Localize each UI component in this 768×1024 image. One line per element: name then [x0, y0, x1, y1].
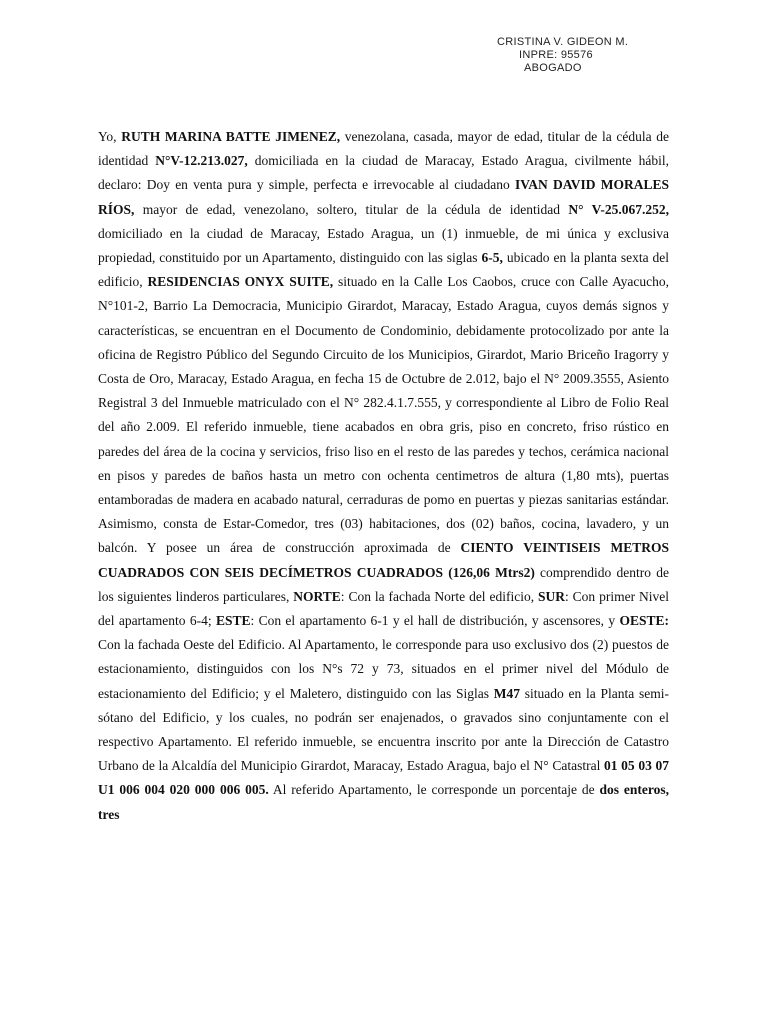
boundary-east-label: ESTE	[215, 613, 251, 629]
lawyer-name: CRISTINA V. GIDEON M.	[497, 36, 629, 48]
construction-area: CIENTO VEINTISEIS METROS CUADRADOS CON SEIS DECÍMETROS CUADRADOS (126,06 Mtrs2)	[98, 540, 669, 580]
text-segment: situado en la Calle Los Caobos, cruce con Calle Ayacucho, N°101-2, Barrio La Democracia, Municipio Girardot, Maracay, Estado Aragua, cuyos demás signos y características, se encuentran en el Documento de Condominio, debidamente protocolizado por ante la oficina de Registro Público del Segundo Circuito de los Municipios, Girardot, Mario Briceño Iragorry y Costa de Oro, Maracay, Estado Aragua, en fecha 15 de Octubre de 2.012, bajo el N° 2009.3555, Asiento Registral 3 del Inmueble matriculado con el N° 282.4.1.7.555, y correspondiente al Libro de Folio Real del año 2.009. El referido inmueble, tiene acabados en obra gris, piso en concreto, friso rústico en paredes del área de la cocina y servicios, friso liso en el resto de las paredes y techos, cerámica nacional en pisos y paredes de baños hasta un metro con ochenta centimetros de altura (1,80 mts), puertas entamboradas de madera en acabado natural, cerraduras de pomo en puertas y piezas sanitarias estándar. Asimismo, consta de Estar-Comedor, tres (03) habitaciones, dos (02) baños, cocina, lavadero, y un balcón. Y posee un área de construcción aproximada de	[98, 274, 670, 556]
text-segment: : Con la fachada Norte del edificio,	[340, 588, 538, 604]
text-segment: venezolana, casada, mayor de edad, titular de la cédula de identidad	[98, 129, 669, 169]
boundary-north-label: NORTE	[293, 588, 341, 604]
letterhead	[497, 36, 628, 75]
buyer-id-number: N° V-25.067.252,	[568, 201, 669, 217]
apartment-code: 6-5,	[481, 250, 503, 266]
text-segment: domiciliada en la ciudad de Maracay, Estado Aragua, civilmente hábil, declaro: Doy en venta pura y simple, perfecta e irrevocable al ciudadano	[98, 153, 669, 193]
buyer-name: IVAN DAVID MORALES RÍOS,	[98, 177, 669, 217]
inpre-number: INPRE: 95576	[519, 49, 593, 61]
boundary-west-label: OESTE:	[619, 613, 669, 629]
text-segment: situado en la Planta semi-sótano del Edificio, y los cuales, no podrán ser enajenados, o gravados sino conjuntamente con el respectivo Apartamento. El referido inmueble, se encuentra inscrito por ante la Dirección de Catastro Urbano de la Alcaldía del Municipio Girardot, Maracay, Estado Aragua, bajo el N° Catastral	[98, 685, 669, 774]
text-segment: ubicado en la planta sexta del edificio,	[98, 250, 670, 290]
cadastral-number: 01 05 03 07 U1 006 004 020 000 006 005.	[98, 758, 669, 798]
document-body	[98, 125, 669, 827]
text-segment: domiciliado en la ciudad de Maracay, Estado Aragua, un (1) inmueble, de mi única y exclusiva propiedad, constituido por un Apartamento, distinguido con las siglas	[98, 225, 669, 266]
building-name: RESIDENCIAS ONYX SUITE,	[147, 274, 334, 290]
percentage-text: dos enteros, tres	[98, 782, 669, 822]
text-segment: Yo,	[98, 129, 122, 144]
lawyer-title: ABOGADO	[524, 62, 582, 74]
seller-name: RUTH MARINA BATTE JIMENEZ,	[121, 129, 341, 144]
text-segment: comprendido dentro de los siguientes linderos particulares,	[98, 564, 669, 604]
text-segment: : Con primer Nivel del apartamento 6-4;	[98, 588, 669, 629]
seller-id-number: N°V-12.213.027,	[155, 153, 248, 169]
text-segment: Con la fachada Oeste del Edificio. Al Apartamento, le corresponde para uso exclusivo dos (2) puestos de estacionamiento, distinguidos con los N°s 72 y 73, situados en el primer nivel del Módulo de estacionamiento del Edificio; y el Maletero, distinguido con las Siglas	[98, 637, 669, 701]
boundary-south-label: SUR	[538, 588, 566, 604]
text-segment: mayor de edad, venezolano, soltero, titular de la cédula de identidad	[134, 201, 569, 217]
storage-code: M47	[493, 685, 521, 701]
text-segment: : Con el apartamento 6-1 y el hall de distribución, y ascensores, y	[250, 613, 620, 629]
text-segment: Al referido Apartamento, le corresponde un porcentaje de	[268, 782, 600, 798]
